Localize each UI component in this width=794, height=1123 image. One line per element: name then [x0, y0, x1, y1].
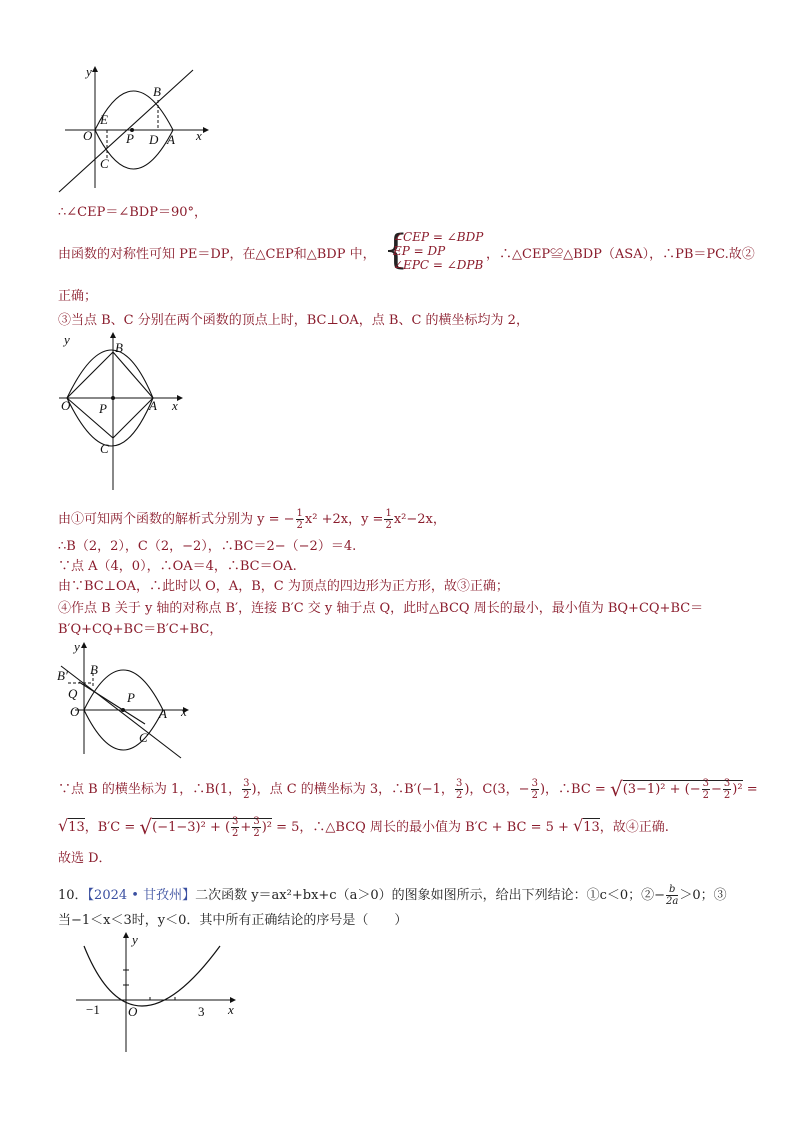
fig2-A-label: A [149, 398, 157, 413]
line-oa: ∵点 A（4，0），∴OA＝4，∴BC＝OA. [58, 559, 297, 574]
frac-32-3: $\frac{3}{2}$ [531, 778, 538, 801]
fig1-y-label: y [86, 64, 92, 79]
fig3-B-label: B [90, 662, 98, 677]
fig2-y-label: y [64, 332, 70, 347]
coord-b: )，点 C 的横坐标为 3，∴B′(−1， [251, 782, 454, 797]
system-brace: { [383, 227, 409, 273]
line-perimeter: B′Q+CQ+BC＝B′C+BC， [58, 622, 223, 637]
frac-b-2a: $\frac{b}{2a}$ [666, 884, 679, 907]
line-bc-length: ∴B（2，2），C（2，−2），∴BC＝2−（−2）＝4. [58, 539, 357, 554]
bpc-result: = 5，∴△BCQ 周长的最小值为 B′C + BC = 5 + [276, 820, 569, 835]
bpc-sqrt: (−1−3)² + ( $\frac{3}{2}$ + $\frac{3}{2}$ )² [152, 816, 272, 839]
system-row-3: ∠EPC = ∠DPB [393, 258, 484, 272]
line-congruent: ，∴△CEP≌△BDP（ASA），∴PB＝PC.故② [486, 247, 755, 262]
fig2-C-label: C [100, 441, 109, 456]
question-10-line-2: 当−1＜x＜3时，y＜0．其中所有正确结论的序号是（ ） [58, 913, 408, 928]
fig2-P-label: P [99, 401, 107, 416]
fig4-minus-one-label: −1 [86, 1002, 100, 1017]
frac-half-2: $\frac{1}{2}$ [385, 508, 392, 531]
system-row-1: ∠CEP = ∠BDP [393, 230, 484, 244]
figure-1 [55, 60, 215, 195]
bpc-label: ，B′C = [84, 820, 136, 835]
fig3-Q-label: Q [68, 686, 78, 701]
fig3-O-label: O [70, 704, 80, 719]
sqrt-13-a: 13 [68, 820, 85, 835]
line-vertex: ③当点 B、C 分别在两个函数的顶点上时，BC⊥OA，点 B、C 的横坐标均为 2， [58, 313, 529, 328]
fig3-Bp-label: B′ [57, 668, 68, 683]
coord-d: )，∴BC = [539, 782, 606, 797]
fig3-C-label: C [139, 730, 148, 745]
fig1-A-label: A [167, 132, 175, 147]
question-number: 10． [58, 888, 88, 903]
fig1-D-label: D [149, 132, 159, 147]
question-text-b: ＞0；③ [679, 888, 727, 903]
system-row-2: EP = DP [393, 244, 446, 258]
fig1-P-label: P [126, 131, 134, 146]
fig3-y-label: y [74, 639, 80, 654]
figure-2 [55, 328, 190, 493]
analytic-b: x² +2x，y = [304, 512, 384, 527]
fig3-A-label: A [159, 706, 167, 721]
fig4-O-label: O [128, 1004, 138, 1019]
fig1-C-label: C [100, 156, 109, 171]
fig1-E-label: E [100, 112, 108, 127]
line-coordinates: ∵点 B 的横坐标为 1，∴B(1， $\frac{3}{2}$ )，点 C 的横坐标为 3，∴B′(−1， $\frac{3}{2}$ )，C(3，− $\frac{3}{2}$ )，∴BC = √(3−1)² + (− $\frac{3}{2}$ − $\frac{3}{2}$ )² = [58, 777, 758, 801]
fig2-B-label: B [115, 340, 123, 355]
fig1-O-label: O [83, 128, 93, 143]
line-bpc: √13，B′C = √(−1−3)² + ( $\frac{3}{2}$ + $\frac{3}{2}$ )² = 5，∴△BCQ 周长的最小值为 B′C + BC = 5 + √13，故④正确. [58, 815, 669, 839]
coord-a: ∵点 B 的横坐标为 1，∴B(1， [58, 782, 242, 797]
line-square: 由∵BC⊥OA，∴此时以 O，A，B，C 为顶点的四边形为正方形，故③正确； [58, 579, 509, 594]
frac-32-1: $\frac{3}{2}$ [243, 778, 250, 801]
bpc-conclusion: ，故④正确. [599, 820, 669, 835]
figure-4 [70, 928, 245, 1056]
fig1-x-label: x [196, 128, 202, 143]
question-source-tag: 【2024 • 甘孜州】 [87, 888, 196, 903]
coord-equals: = [746, 782, 758, 797]
line-analytic [58, 508, 446, 531]
question-10-line-1 [58, 884, 727, 907]
fig2-O-label: O [61, 398, 71, 413]
fig3-x-label: x [181, 704, 187, 719]
frac-half-1: $\frac{1}{2}$ [296, 508, 303, 531]
frac-32-2: $\frac{3}{2}$ [455, 778, 463, 801]
analytic-c: x²−2x， [393, 512, 446, 527]
fig4-y-label: y [132, 932, 138, 947]
coord-c: )，C(3，− [464, 782, 530, 797]
line-symmetric-point: ④作点 B 关于 y 轴的对称点 B′，连接 B′C 交 y 轴于点 Q，此时△BCQ 周长的最小，最小值为 BQ+CQ+BC＝ [58, 601, 704, 616]
line-correct: 正确； [58, 289, 98, 304]
question-text-a: 二次函数 y＝ax²+bx+c（a＞0）的图象如图所示，给出下列结论：①c＜0；②− [195, 888, 666, 903]
answer-line: 故选 D． [58, 851, 112, 866]
fig2-x-label: x [172, 398, 178, 413]
fig4-x-label: x [228, 1002, 234, 1017]
figure-3 [55, 636, 195, 761]
line-angle-equal: ∴∠CEP＝∠BDP＝90°， [58, 205, 208, 220]
analytic-a: 由①可知两个函数的解析式分别为 y = − [58, 512, 295, 527]
fig1-B-label: B [153, 84, 161, 99]
bc-sqrt: (3−1)² + (− $\frac{3}{2}$ − $\frac{3}{2}$ )² [622, 778, 743, 801]
fig4-three-label: 3 [198, 1004, 205, 1019]
line-symmetry: 由函数的对称性可知 PE＝DP，在△CEP和△BDP 中， [58, 247, 376, 262]
fig3-P-label: P [127, 690, 135, 705]
sqrt-13-b: 13 [583, 820, 600, 835]
